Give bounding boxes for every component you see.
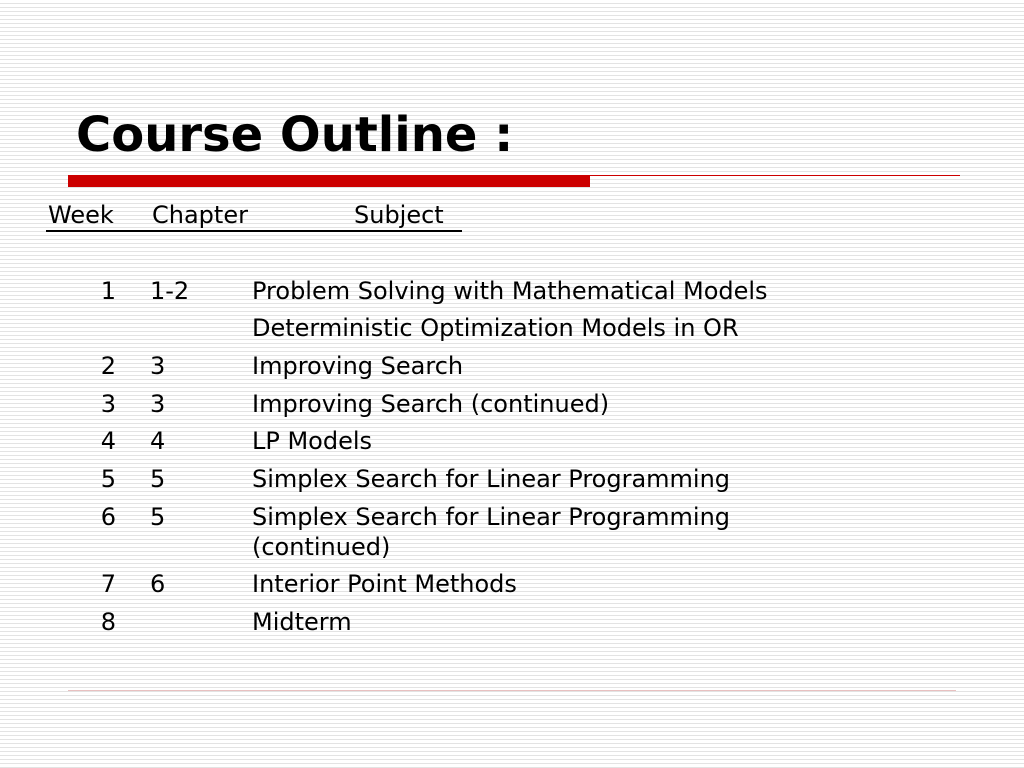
header-week: Week [48, 201, 114, 229]
row-chapter: 3 [150, 390, 166, 418]
row-week: 5 [100, 465, 116, 493]
row-subject: Improving Search [252, 352, 464, 380]
footer-rule [68, 690, 956, 691]
row-subject: Simplex Search for Linear Programming [252, 465, 731, 493]
row-subject: Improving Search (continued) [252, 390, 610, 418]
row-chapter: 3 [150, 352, 166, 380]
row-subject: Problem Solving with Mathematical Models [252, 277, 768, 305]
row-chapter: 4 [150, 427, 166, 455]
row-subject: LP Models [252, 427, 373, 455]
row-week: 6 [100, 503, 116, 531]
row-subject: Deterministic Optimization Models in OR [252, 314, 739, 342]
row-week: 8 [100, 608, 116, 636]
header-chapter: Chapter [152, 201, 248, 229]
header-subject: Subject [354, 201, 444, 229]
row-subject: Interior Point Methods [252, 570, 517, 598]
row-week: 2 [100, 352, 116, 380]
row-subject: Midterm [252, 608, 352, 636]
row-week: 7 [100, 570, 116, 598]
row-chapter: 5 [150, 465, 166, 493]
row-chapter: 5 [150, 503, 166, 531]
row-subject: (continued) [252, 533, 391, 561]
row-week: 4 [100, 427, 116, 455]
row-chapter: 1-2 [150, 277, 190, 305]
slide-title: Course Outline : [76, 107, 514, 163]
row-subject: Simplex Search for Linear Programming [252, 503, 731, 531]
row-week: 3 [100, 390, 116, 418]
row-week: 1 [100, 277, 116, 305]
header-underline [46, 230, 462, 232]
row-chapter: 6 [150, 570, 166, 598]
